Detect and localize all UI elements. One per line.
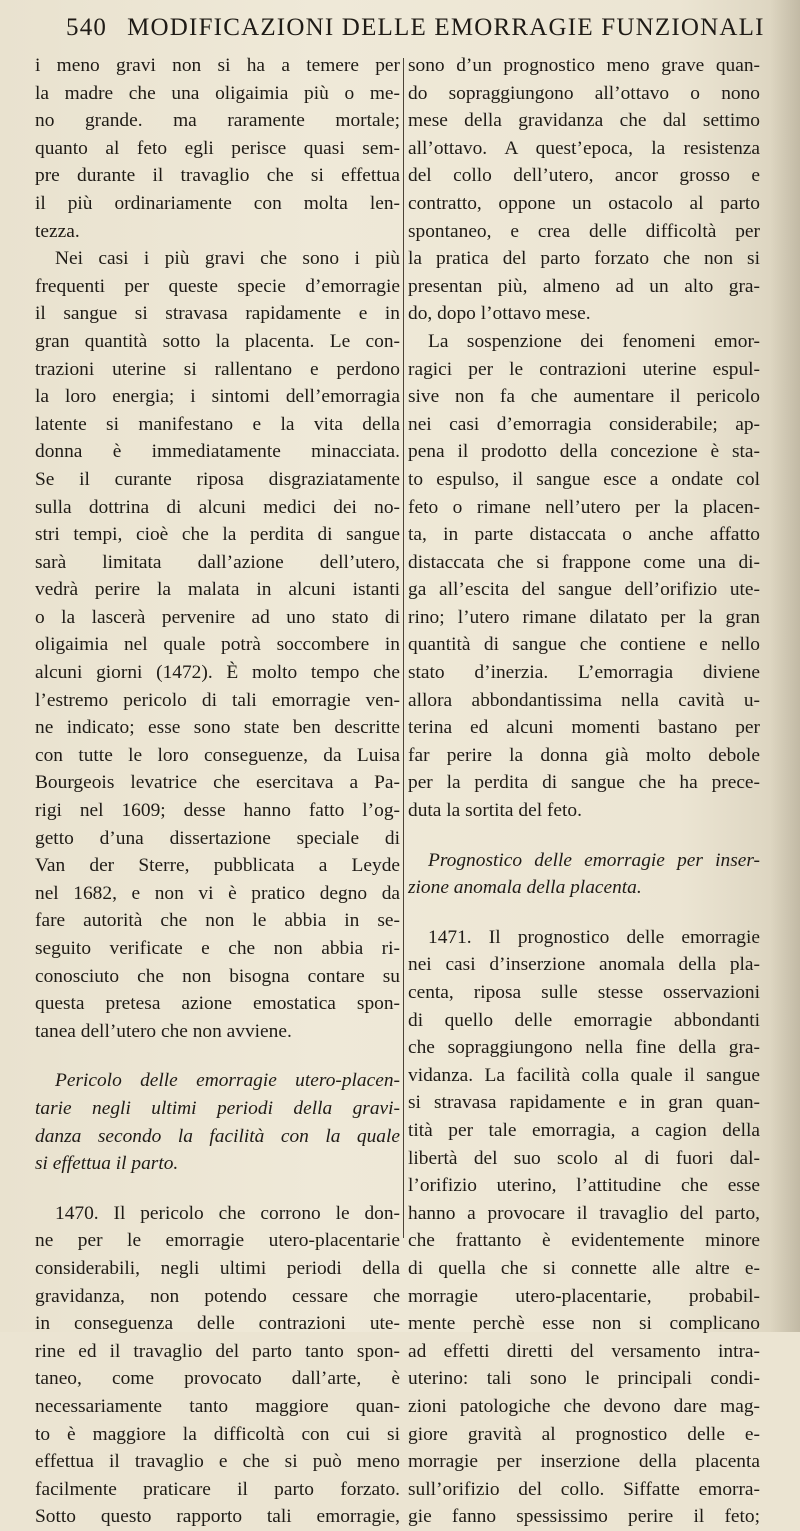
text-line: ragici per le contrazioni uterine espul-	[408, 358, 760, 380]
paragraph-gap	[35, 1178, 400, 1200]
text-line: feto o rimane nell’utero per la placen-	[408, 496, 760, 518]
text-line: il sangue si stravasa rapidamente e in	[35, 303, 400, 325]
text-line: nei casi d’inserzione anomala della pla-	[408, 954, 760, 976]
paragraph-gap	[408, 825, 760, 847]
text-line: ta, in parte distaccata o anche affatto	[408, 524, 760, 546]
text-line: allora abbondantissima nella cavità u-	[408, 689, 760, 711]
section-heading-line: Prognostico delle emorragie per inser-	[428, 849, 760, 871]
text-line: Nei casi i più gravi che sono i più	[55, 248, 400, 270]
text-line: conosciuto che non bisogna contare su	[35, 965, 400, 987]
text-line: che frattanto è evidentemente minore	[408, 1230, 760, 1252]
text-line: gie fanno spessissimo perire il feto;	[408, 1506, 760, 1528]
text-line: effettua il travaglio e che si può meno	[35, 1451, 400, 1473]
text-line: do sopraggiungono all’ottavo o nono	[408, 82, 760, 104]
text-line: hanno a provocare il travaglio del parto,	[408, 1202, 760, 1224]
section-heading-line: si effettua il parto.	[35, 1153, 179, 1175]
text-line: stri tempi, cioè che la perdita di sangue	[35, 524, 400, 546]
text-line: o la lascerà pervenire ad uno stato di	[35, 606, 400, 628]
text-line: ga all’escita del sangue dell’orifizio ute-	[408, 579, 760, 601]
text-line: Se il curante riposa disgraziatamente	[35, 468, 400, 490]
running-title: MODIFICAZIONI DELLE EMORRAGIE FUNZIONALI	[127, 14, 765, 41]
text-line: Sotto questo rapporto tali emorragie,	[35, 1506, 400, 1528]
text-line: necessariamente tanto maggiore quan-	[35, 1395, 400, 1417]
text-line: questa pretesa azione emostatica spon-	[35, 993, 400, 1015]
text-line: 1471. Il prognostico delle emorragie	[428, 926, 760, 948]
text-line: stato d’inerzia. L’emorragia diviene	[408, 662, 760, 684]
text-line: tezza.	[35, 220, 80, 242]
text-line: uterino: tali sono le principali condi-	[408, 1368, 760, 1390]
text-line: l’orifizio uterino, l’attitudine che esse	[408, 1175, 760, 1197]
text-line: contratto, oppone un ostacolo al parto	[408, 192, 760, 214]
text-line: 1470. Il pericolo che corrono le don-	[55, 1202, 400, 1224]
text-line: pre durante il travaglio che si effettua	[35, 165, 400, 187]
text-line: giore gravità al prognostico delle e-	[408, 1423, 760, 1445]
text-line: del collo dell’utero, ancor grosso e	[408, 165, 760, 187]
text-line: mese della gravidanza che dal settimo	[408, 110, 760, 132]
text-line: far perire la donna già molto debole	[408, 744, 760, 766]
text-line: oligaimia nel quale potrà soccombere in	[35, 634, 400, 656]
text-line: mente perchè esse non si complicano	[408, 1313, 760, 1335]
text-line: libertà del suo scolo al di fuori dal-	[408, 1147, 760, 1169]
text-line: morragie utero-placentarie, probabil-	[408, 1285, 760, 1307]
text-line: morragie per inserzione della placenta	[408, 1451, 760, 1473]
text-line: gravidanza, non potendo cessare che	[35, 1285, 400, 1307]
text-line: l’estremo pericolo di tali emorragie ven-	[35, 689, 400, 711]
text-line: vedrà perire la malata in alcuni istanti	[35, 579, 400, 601]
text-line: all’ottavo. A quest’epoca, la resistenza	[408, 137, 760, 159]
page-number: 540	[66, 14, 108, 41]
text-line: sulla dottrina di alcuni medici dei no-	[35, 496, 400, 518]
text-line: di quella che si connette alle altre e-	[408, 1257, 760, 1279]
text-line: il più ordinariamente con molta len-	[35, 192, 400, 214]
text-line: donna è immediatamente minacciata.	[35, 441, 400, 463]
text-line: rigi nel 1609; desse hanno fatto l’og-	[35, 800, 400, 822]
text-line: nei casi d’emorragia considerabile; ap-	[408, 413, 760, 435]
text-line: tità per tale emorragia, a cagion della	[408, 1119, 760, 1141]
text-line: centa, riposa sulle stesse osservazioni	[408, 982, 760, 1003]
text-line: distaccata che si frappone come una di-	[408, 551, 760, 573]
text-line: che sopraggiungono nella fine della gra-	[408, 1037, 760, 1059]
text-line: tanea dell’utero che non avviene.	[35, 1020, 292, 1042]
text-line: getto d’una dissertazione speciale di	[35, 827, 400, 849]
text-line: to espulso, il sangue esce a ondate col	[408, 468, 760, 490]
text-line: sono d’un prognostico meno grave quan-	[408, 55, 760, 76]
text-line: La sospenzione dei fenomeni emor-	[428, 330, 760, 352]
text-line: spontaneo, e crea delle difficoltà per	[408, 220, 760, 242]
text-line: sull’orifizio del collo. Siffatte emorra-	[408, 1478, 760, 1500]
text-line: taneo, come provocato dall’arte, è	[35, 1368, 400, 1390]
text-line: presentan più, almeno ad un alto gra-	[408, 275, 760, 297]
paragraph-gap	[408, 902, 760, 924]
text-line: rine ed il travaglio del parto tanto spon-	[35, 1340, 400, 1362]
text-line: frequenti per queste specie d’emorragie	[35, 275, 400, 297]
text-line: terina ed alcuni momenti bastano per	[408, 717, 760, 739]
text-line: Van der Sterre, pubblicata a Leyde	[35, 855, 400, 877]
right-column	[408, 52, 760, 1531]
text-line: gran quantità sotto la placenta. Le con-	[35, 330, 400, 352]
text-line: seguito verificate e che non abbia ri-	[35, 938, 400, 959]
text-line: facilmente praticare il parto forzato.	[35, 1478, 400, 1500]
text-line: ad effetti diretti del versamento intra-	[408, 1340, 760, 1362]
text-line: vidanza. La facilità colla quale il sangue	[408, 1064, 760, 1086]
section-heading-line: zione anomala della placenta.	[408, 877, 642, 899]
text-line: ne indicato; esse sono state ben descritte	[35, 717, 400, 739]
text-line: sive non fa che aumentare il pericolo	[408, 386, 760, 408]
text-line: fare autorità che non le abbia in se-	[35, 910, 400, 932]
text-line: quantità di sangue che contiene e nello	[408, 634, 760, 656]
text-line: la pratica del parto forzato che non si	[408, 248, 760, 270]
text-line: no grande. ma raramente mortale;	[35, 110, 400, 132]
left-column	[35, 52, 400, 1531]
text-line: i meno gravi non si ha a temere per	[35, 55, 400, 76]
text-line: per la perdita di sangue che ha prece-	[408, 772, 760, 794]
section-heading-line: danza secondo la facilità con la quale	[35, 1125, 400, 1147]
text-line: sarà limitata dall’azione dell’utero,	[35, 551, 400, 573]
text-line: trazioni uterine si rallentano e perdono	[35, 358, 400, 380]
paragraph-gap	[35, 1045, 400, 1067]
text-line: nel 1682, e non vi è pratico degno da	[35, 882, 400, 904]
text-line: la loro energia; i sintomi dell’emorragia	[35, 386, 400, 408]
text-line: duta la sortita del feto.	[408, 800, 582, 822]
text-line: si stravasa rapidamente e in gran quan-	[408, 1092, 760, 1114]
text-line: rino; l’utero rimane dilatato per la gran	[408, 606, 760, 628]
running-header	[66, 14, 766, 50]
text-line: pena il prodotto della concezione è sta-	[408, 441, 760, 463]
text-line: ne per le emorragie utero-placentarie	[35, 1230, 400, 1252]
section-heading-line: tarie negli ultimi periodi della gravi-	[35, 1097, 400, 1119]
page-edge-shadow	[770, 0, 800, 1332]
text-line: quanto al feto egli perisce quasi sem-	[35, 137, 400, 159]
text-line: alcuni giorni (1472). È molto tempo che	[35, 662, 400, 684]
text-line: zioni patologiche che devono dare mag-	[408, 1395, 760, 1417]
text-line: la madre che una oligaimia più o me-	[35, 82, 400, 104]
section-heading-line: Pericolo delle emorragie utero-placen-	[55, 1070, 400, 1092]
text-line: con tutte le loro conseguenze, da Luisa	[35, 744, 400, 766]
text-line: latente si manifestano e la vita della	[35, 413, 400, 435]
text-line: considerabili, negli ultimi periodi della	[35, 1257, 400, 1279]
text-line: do, dopo l’ottavo mese.	[408, 303, 591, 325]
text-line: di quello delle emorragie abbondanti	[408, 1009, 760, 1031]
text-line: Bourgeois levatrice che esercitava a Pa-	[35, 772, 400, 794]
text-line: to è maggiore la difficoltà con cui si	[35, 1423, 400, 1445]
column-divider	[403, 58, 404, 1238]
text-line: in conseguenza delle contrazioni ute-	[35, 1313, 400, 1335]
